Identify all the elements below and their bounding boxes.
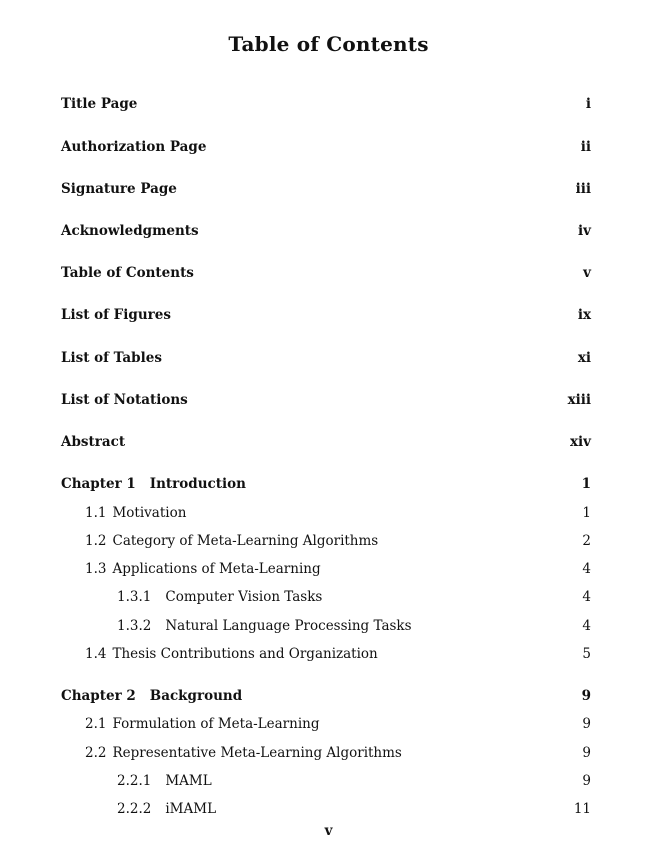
toc-chapter-number: Chapter 2 xyxy=(61,688,136,704)
toc-section-title: Thesis Contributions and Organization xyxy=(112,646,378,662)
toc-entry-label: Authorization Page xyxy=(61,139,207,155)
toc-chapter-number: Chapter 1 xyxy=(61,476,136,492)
toc-entry-list-of-tables[interactable] xyxy=(0,348,657,368)
toc-section-1-2[interactable] xyxy=(0,531,657,551)
toc-section-number: 1.2 xyxy=(85,533,107,549)
toc-subsection-number: 2.2.1 xyxy=(117,773,152,789)
toc-entry-page: 9 xyxy=(582,716,591,732)
toc-chapter-title: Introduction xyxy=(149,476,246,492)
toc-section-1-3[interactable] xyxy=(0,559,657,579)
toc-subsection-number: 1.3.2 xyxy=(117,618,152,634)
toc-entry-page: 9 xyxy=(581,688,591,704)
toc-subsection-title: Natural Language Processing Tasks xyxy=(165,618,412,634)
toc-section-label xyxy=(85,503,186,523)
toc-section-label xyxy=(85,644,378,664)
toc-entry-page: xiii xyxy=(567,392,591,408)
toc-entry-page: 4 xyxy=(582,589,591,605)
toc-subsection-number: 2.2.2 xyxy=(117,801,152,817)
toc-chapter-title: Background xyxy=(149,688,243,704)
toc-entry-title-page[interactable] xyxy=(0,94,657,114)
toc-entry-label: List of Figures xyxy=(61,307,171,323)
toc-entry-page: 9 xyxy=(582,773,591,789)
toc-entry-label: Acknowledgments xyxy=(61,223,199,239)
toc-subsection-title: iMAML xyxy=(165,801,217,817)
toc-entry-page: 1 xyxy=(582,505,591,521)
toc-subsection-1-3-1[interactable] xyxy=(0,587,657,607)
toc-section-label xyxy=(85,559,321,579)
toc-section-label xyxy=(85,714,319,734)
toc-section-number: 2.1 xyxy=(85,716,107,732)
toc-entry-label: Abstract xyxy=(61,434,126,450)
toc-entry-page: 11 xyxy=(573,801,591,817)
toc-section-2-1[interactable] xyxy=(0,714,657,734)
toc-subsection-2-2-2[interactable] xyxy=(0,799,657,819)
toc-section-title: Applications of Meta-Learning xyxy=(112,561,321,577)
toc-entry-page: ix xyxy=(577,307,591,323)
toc-section-2-2[interactable] xyxy=(0,743,657,763)
toc-entry-page: 9 xyxy=(582,745,591,761)
toc-subsection-1-3-2[interactable] xyxy=(0,616,657,636)
toc-entry-signature-page[interactable] xyxy=(0,179,657,199)
toc-entry-list-of-figures[interactable] xyxy=(0,305,657,325)
toc-entry-label: Signature Page xyxy=(61,181,177,197)
page-number-footer: v xyxy=(324,823,333,839)
toc-entry-page: v xyxy=(583,265,591,281)
toc-subsection-label xyxy=(117,771,212,791)
toc-subsection-label xyxy=(117,799,216,819)
toc-entry-label: Table of Contents xyxy=(61,265,194,281)
toc-entry-label: Title Page xyxy=(61,96,138,112)
toc-subsection-title: Computer Vision Tasks xyxy=(165,589,323,605)
toc-entry-acknowledgments[interactable] xyxy=(0,221,657,241)
toc-section-number: 1.3 xyxy=(85,561,107,577)
toc-section-label xyxy=(85,531,378,551)
toc-chapter-label xyxy=(61,686,242,706)
toc-subsection-number: 1.3.1 xyxy=(117,589,152,605)
toc-section-title: Representative Meta-Learning Algorithms xyxy=(112,745,402,761)
toc-entry-label: List of Notations xyxy=(61,392,188,408)
toc-entry-label: List of Tables xyxy=(61,350,162,366)
toc-entry-page: 4 xyxy=(582,618,591,634)
toc-entry-page: ii xyxy=(580,139,591,155)
toc-entry-page: iv xyxy=(578,223,591,239)
toc-entry-table-of-contents[interactable] xyxy=(0,263,657,283)
toc-section-1-1[interactable] xyxy=(0,503,657,523)
toc-section-title: Formulation of Meta-Learning xyxy=(112,716,320,732)
toc-entry-page: 2 xyxy=(582,533,591,549)
toc-subsection-label xyxy=(117,616,412,636)
toc-entry-page: 1 xyxy=(581,476,591,492)
toc-entry-abstract[interactable] xyxy=(0,432,657,452)
toc-entry-list-of-notations[interactable] xyxy=(0,390,657,410)
toc-entry-page: xiv xyxy=(569,434,591,450)
toc-section-title: Motivation xyxy=(112,505,187,521)
toc-chapter-label xyxy=(61,474,246,494)
toc-chapter-1[interactable] xyxy=(0,474,657,494)
toc-section-number: 1.4 xyxy=(85,646,107,662)
toc-entry-page: iii xyxy=(575,181,591,197)
toc-section-label xyxy=(85,743,402,763)
toc-subsection-2-2-1[interactable] xyxy=(0,771,657,791)
toc-section-title: Category of Meta-Learning Algorithms xyxy=(112,533,379,549)
toc-chapter-2[interactable] xyxy=(0,686,657,706)
toc-entry-page: 4 xyxy=(582,561,591,577)
toc-section-1-4[interactable] xyxy=(0,644,657,664)
toc-subsection-label xyxy=(117,587,322,607)
toc-entry-page: xi xyxy=(577,350,591,366)
toc-section-number: 2.2 xyxy=(85,745,107,761)
toc-entry-page: 5 xyxy=(582,646,591,662)
toc-entry-authorization-page[interactable] xyxy=(0,137,657,157)
toc-section-number: 1.1 xyxy=(85,505,107,521)
toc-subsection-title: MAML xyxy=(165,773,212,789)
toc-entry-page: i xyxy=(585,96,591,112)
page-title: Table of Contents xyxy=(228,32,429,56)
